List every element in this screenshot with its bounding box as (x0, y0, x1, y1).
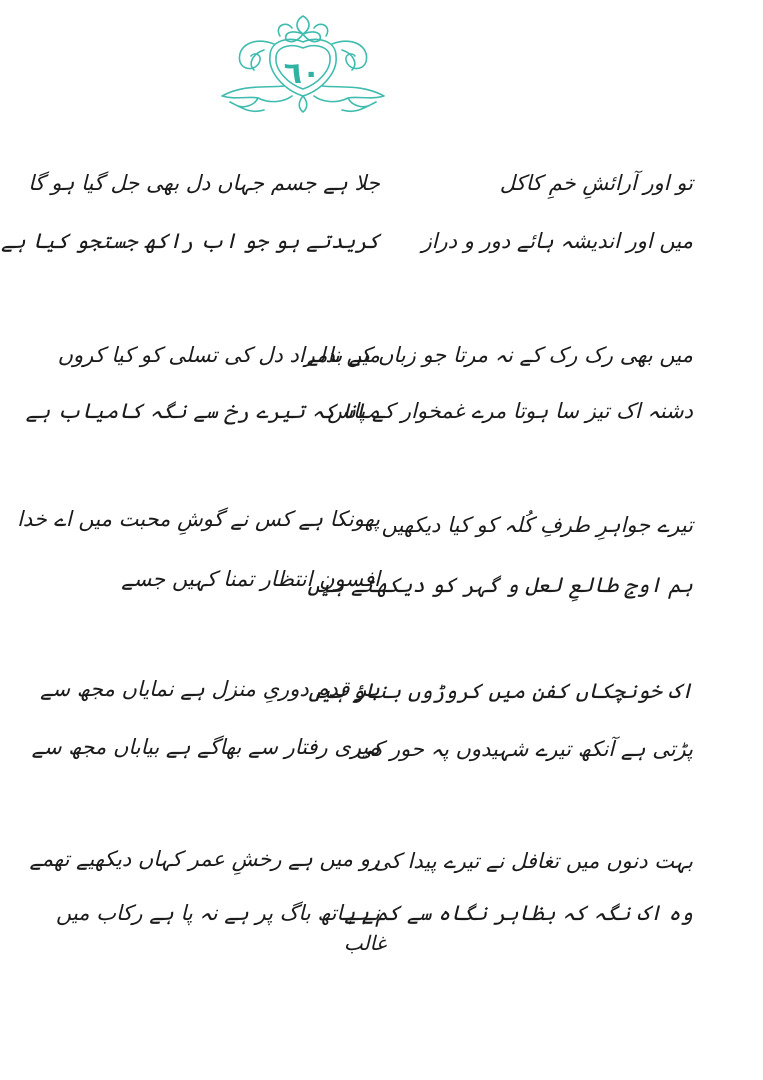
verse-line: مانا کہ تیرے رخ سے نگہ کامیاب ہے (25, 399, 380, 423)
verse-line: ہر قدم دوریِ منزل ہے نمایاں مجھ سے (40, 677, 380, 701)
verse-line: ہم اوجِ طالعِ لعل و گہر کو دیکھتے ہیں (307, 573, 693, 597)
verse-line: کریدتے ہو جو اب راکھ جستجو کیا ہے (1, 229, 380, 253)
verse-line: نے ہاتھ باگ پر ہے نہ پا ہے رکاب میں (55, 901, 380, 925)
verse-line: میں اور اندیشہ ہائے دور و دراز (421, 229, 693, 253)
verse-line: بہت دنوں میں تغافل نے تیرے پیدا کی (373, 849, 693, 873)
page-number: ٦٠ (283, 56, 321, 91)
verse-line: دشنہ اک تیز سا ہوتا مرے غمخوار کے پاس (327, 399, 693, 423)
verse-line: اک خونچکاں کفن میں کروڑوں بناؤ ہیں (308, 679, 693, 703)
verse-line: تیرے جواہرِ طرفِ کُلہ کو کیا دیکھیں (381, 513, 693, 537)
verse-line: وہ اک نگہ کہ بظاہر نگاہ سے کم ہے (344, 901, 693, 925)
verse-line: جلا ہے جسم جہاں دل بھی جل گیا ہو گا (28, 171, 380, 195)
verse-line: پڑتی ہے آنکھ تیرے شہیدوں پہ حور کی (355, 737, 693, 761)
verse-line: پھونکا ہے کس نے گوشِ محبت میں اے خدا (17, 507, 380, 531)
verse-line: میں بھی رک رک کے نہ مرتا جو زباں کے بدلے (306, 343, 693, 367)
verse-line: میں نامراد دل کی تسلی کو کیا کروں (57, 343, 380, 367)
verse-line: تو اور آرائشِ خمِ کاکل (499, 171, 693, 195)
poet-signature: غالب (343, 931, 387, 955)
verse-line: میری رفتار سے بھاگے ہے بیاباں مجھ سے (31, 735, 380, 759)
verse-line: افسونِ انتظار تمنا کہیں جسے (121, 567, 380, 591)
verse-line: رو میں ہے رخشِ عمر کہاں دیکھیے تھمے (29, 847, 380, 871)
